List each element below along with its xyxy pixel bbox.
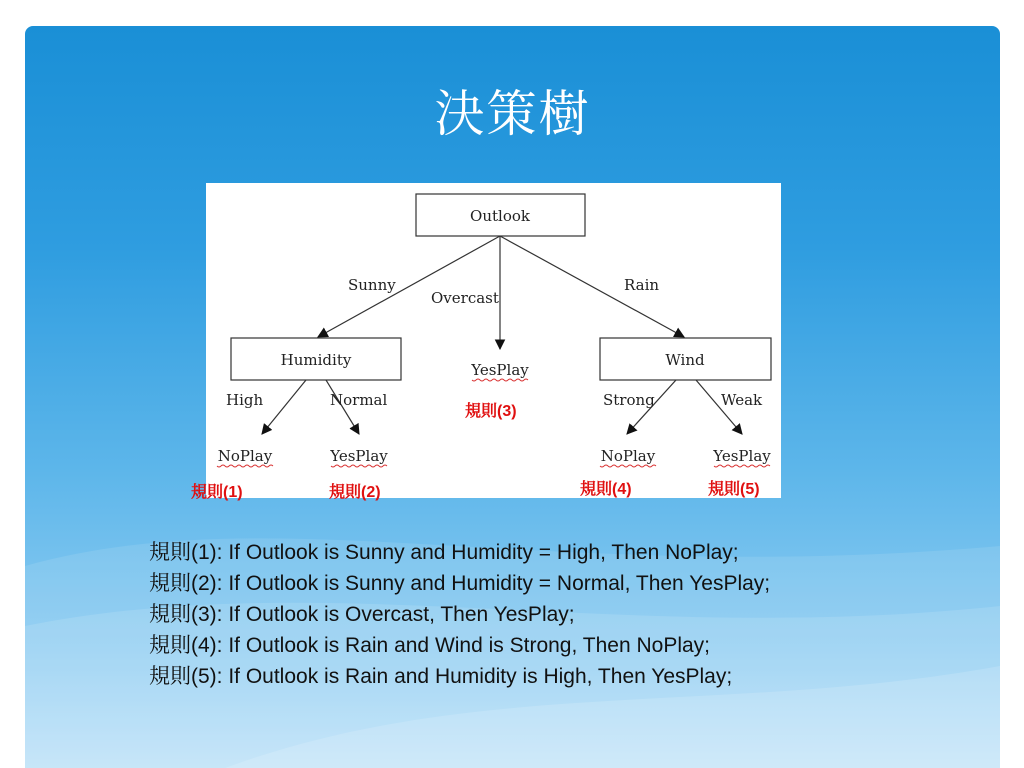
decision-tree-svg (206, 183, 781, 498)
rule-tag-4: 規則(4) (580, 481, 632, 498)
edge-label-normal: Normal (330, 391, 388, 409)
rule-tag-5: 規則(5) (708, 481, 760, 498)
edge-label-overcast: Overcast (431, 289, 499, 307)
slide-title: 決策樹 (434, 85, 591, 143)
rule-line-3: 規則(3): If Outlook is Overcast, Then YesPlay; (149, 603, 575, 626)
leaf-yesplay-overcast: YesPlay (471, 361, 529, 379)
spell-underline-5 (714, 465, 770, 467)
rule-tag-3: 規則(3) (465, 403, 517, 420)
spell-underline-1 (217, 465, 273, 467)
root-node-label: Outlook (470, 207, 530, 225)
leaf-yesplay-weak: YesPlay (713, 447, 771, 465)
edge-label-weak: Weak (721, 391, 763, 409)
edge-high (262, 380, 306, 434)
rule-tag-1: 規則(1) (191, 484, 243, 501)
decision-tree-diagram (206, 183, 781, 498)
rule-line-2: 規則(2): If Outlook is Sunny and Humidity = Normal, Then YesPlay; (149, 572, 771, 595)
edge-label-rain: Rain (624, 276, 660, 294)
spell-underline-3 (472, 379, 528, 381)
wind-node-label: Wind (665, 351, 705, 369)
edge-label-high: High (226, 391, 264, 409)
rule-line-5: 規則(5): If Outlook is Rain and Humidity is High, Then YesPlay; (149, 665, 733, 688)
leaf-yesplay-normal: YesPlay (330, 447, 388, 465)
spell-underline-4 (600, 465, 656, 467)
rule-line-4: 規則(4): If Outlook is Rain and Wind is Strong, Then NoPlay; (149, 634, 711, 657)
edge-label-strong: Strong (603, 391, 655, 409)
slide-background (25, 26, 1000, 768)
leaf-noplay-high: NoPlay (217, 447, 273, 465)
leaf-noplay-strong: NoPlay (600, 447, 656, 465)
edge-label-sunny: Sunny (348, 276, 396, 294)
rule-tag-2: 規則(2) (329, 484, 381, 501)
humidity-node-label: Humidity (280, 351, 352, 369)
spell-underline-2 (331, 465, 387, 467)
edge-sunny (318, 236, 500, 337)
rules-list (149, 537, 770, 692)
rule-line-1: 規則(1): If Outlook is Sunny and Humidity = High, Then NoPlay; (149, 541, 739, 564)
